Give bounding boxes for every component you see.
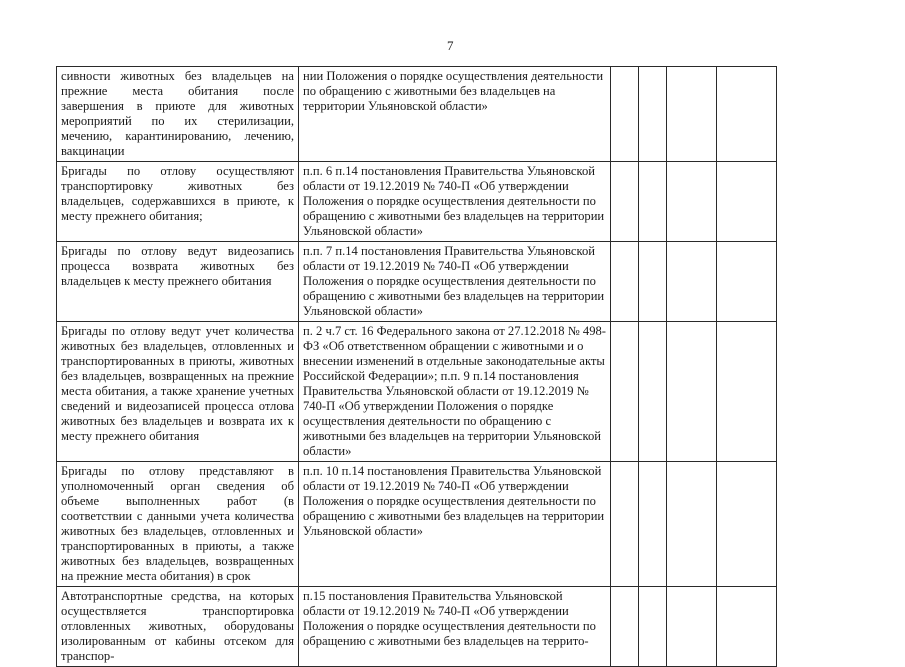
legal-reference-cell: п.п. 6 п.14 постановления Правительства Ульяновской области от 19.12.2019 № 740-П «Об утверждении Положения о порядке осуществления деятельности по обращению с животными без владельцев на территории Ульяновской области» <box>299 162 611 242</box>
table-row <box>57 322 777 462</box>
answer-no-cell <box>639 462 667 587</box>
note-cell <box>717 322 777 462</box>
table-row <box>57 587 777 667</box>
not-applicable-cell <box>667 322 717 462</box>
answer-no-cell <box>639 242 667 322</box>
answer-yes-cell <box>611 587 639 667</box>
requirement-cell: Бригады по отлову представляют в уполномоченный орган сведения об объеме выполненных работ (в соответствии с данными учета количества животных без владельцев, отловленных и транспортированных в приюты, а также животных без владельцев, возвращенных на прежние места обитания) в срок <box>57 462 299 587</box>
legal-reference-cell: п.15 постановления Правительства Ульяновской области от 19.12.2019 № 740-П «Об утверждении Положения о порядке осуществления деятельности по обращению с животными без владельцев на террито- <box>299 587 611 667</box>
table-row <box>57 462 777 587</box>
answer-yes-cell <box>611 162 639 242</box>
answer-no-cell <box>639 587 667 667</box>
note-cell <box>717 162 777 242</box>
requirement-cell: Бригады по отлову осуществляют транспортировку животных без владельцев, содержавшихся в приюте, к месту прежнего обитания; <box>57 162 299 242</box>
note-cell <box>717 587 777 667</box>
requirement-cell: сивности животных без владельцев на прежние места обитания после завершения в приюте для животных мероприятий по их стерилизации, мечению, карантинированию, лечению, вакцинации <box>57 67 299 162</box>
not-applicable-cell <box>667 242 717 322</box>
answer-no-cell <box>639 162 667 242</box>
note-cell <box>717 242 777 322</box>
table-row <box>57 67 777 162</box>
legal-reference-cell: нии Положения о порядке осуществления деятельности по обращению с животными без владельцев на территории Ульяновской области» <box>299 67 611 162</box>
page-number: 7 <box>447 38 454 53</box>
answer-yes-cell <box>611 322 639 462</box>
not-applicable-cell <box>667 587 717 667</box>
answer-no-cell <box>639 322 667 462</box>
note-cell <box>717 462 777 587</box>
note-cell <box>717 67 777 162</box>
requirement-cell: Бригады по отлову ведут видеозапись процесса возврата животных без владельцев к месту прежнего обитания <box>57 242 299 322</box>
legal-reference-cell: п.п. 7 п.14 постановления Правительства Ульяновской области от 19.12.2019 № 740-П «Об утверждении Положения о порядке осуществления деятельности по обращению с животными без владельцев на территории Ульяновской области» <box>299 242 611 322</box>
not-applicable-cell <box>667 462 717 587</box>
requirement-cell: Бригады по отлову ведут учет количества животных без владельцев, отловленных и транспортированных в приюты, животных без владельцев, возвращенных на прежние места обитания, а также хранение учетных сведений и видеозаписей процесса отлова животных без владельцев и возврата их к месту прежнего обитания <box>57 322 299 462</box>
answer-yes-cell <box>611 242 639 322</box>
table-row <box>57 162 777 242</box>
legal-reference-cell: п. 2 ч.7 ст. 16 Федерального закона от 27.12.2018 № 498-ФЗ «Об ответственном обращении с животными и о внесении изменений в отдельные законодательные акты Российской Федерации»; п.п. 9 п.14 постановления Правительства Ульяновской области от 19.12.2019 № 740-П «Об утверждении Положения о порядке осуществления деятельности по обращению с животными без владельцев на территории Ульяновской области» <box>299 322 611 462</box>
not-applicable-cell <box>667 162 717 242</box>
legal-reference-cell: п.п. 10 п.14 постановления Правительства Ульяновской области от 19.12.2019 № 740-П «Об утверждении Положения о порядке осуществления деятельности по обращению с животными без владельцев на территории Ульяновской области» <box>299 462 611 587</box>
requirements-table <box>56 66 777 667</box>
not-applicable-cell <box>667 67 717 162</box>
table-row <box>57 242 777 322</box>
requirement-cell: Автотранспортные средства, на которых осуществляется транспортировка отловленных животных, оборудованы изолированным от кабины отсеком для транспор- <box>57 587 299 667</box>
answer-yes-cell <box>611 67 639 162</box>
answer-yes-cell <box>611 462 639 587</box>
answer-no-cell <box>639 67 667 162</box>
